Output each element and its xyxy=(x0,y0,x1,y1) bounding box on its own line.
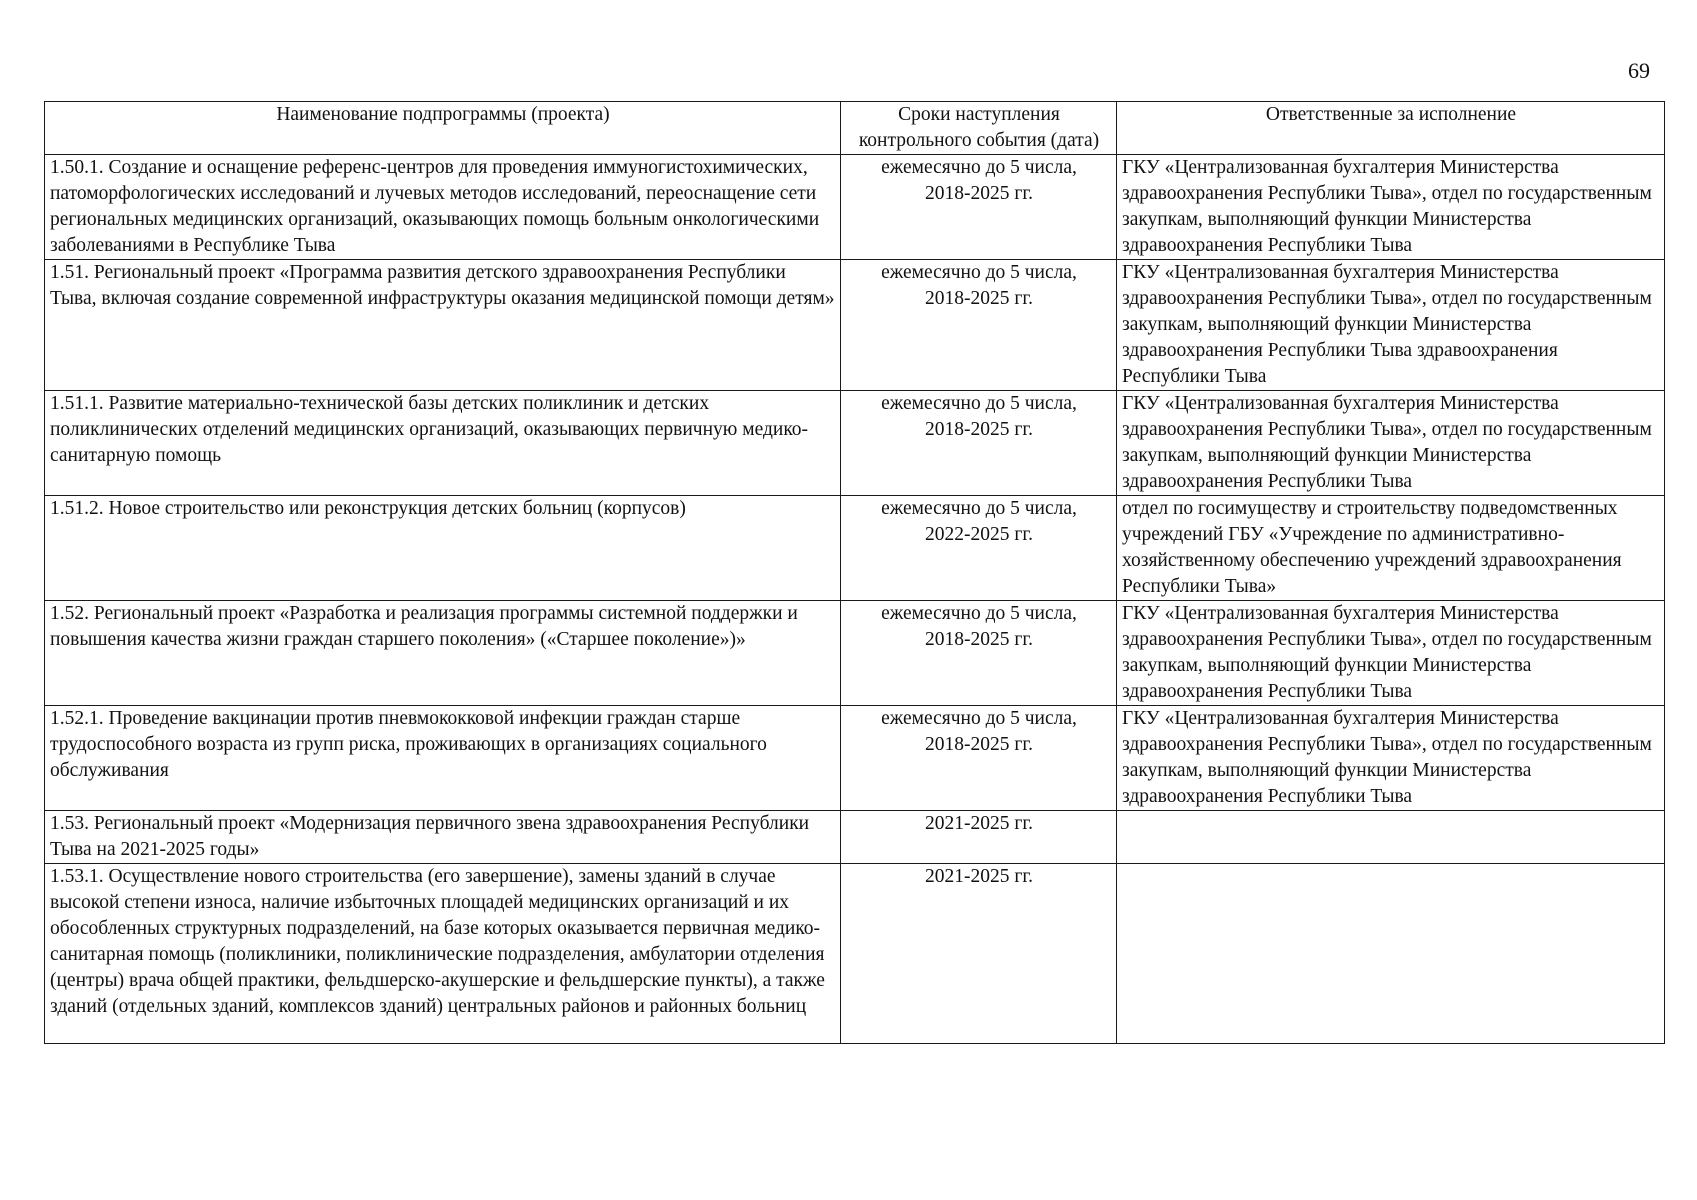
responsible-cell xyxy=(1117,811,1665,864)
program-table xyxy=(44,101,1665,1044)
program-name-cell: 1.51.2. Новое строительство или реконструкция детских больниц (корпусов) xyxy=(45,496,841,601)
table-row xyxy=(45,864,1665,1044)
table-row xyxy=(45,155,1665,260)
program-name-cell: 1.51.1. Развитие материально-технической базы детских поликлиник и детских поликлинических отделений медицинских организаций, оказывающих первичную медико-санитарную помощь xyxy=(45,391,841,496)
header-program-name: Наименование подпрограммы (проекта) xyxy=(45,102,841,155)
table-header-row xyxy=(45,102,1665,155)
deadline-cell: ежемесячно до 5 числа, 2018-2025 гг. xyxy=(841,391,1117,496)
responsible-cell: отдел по госимуществу и строительству подведомственных учреждений ГБУ «Учреждение по административно-хозяйственному обеспечению учреждений здравоохранения Республики Тыва» xyxy=(1117,496,1665,601)
deadline-cell: 2021-2025 гг. xyxy=(841,864,1117,1044)
deadline-cell: ежемесячно до 5 числа, 2018-2025 гг. xyxy=(841,706,1117,811)
header-responsible: Ответственные за исполнение xyxy=(1117,102,1665,155)
responsible-cell xyxy=(1117,864,1665,1044)
program-name-cell: 1.53. Региональный проект «Модернизация первичного звена здравоохранения Республики Тыва на 2021-2025 годы» xyxy=(45,811,841,864)
page-number: 69 xyxy=(1628,58,1650,83)
deadline-cell: ежемесячно до 5 числа, 2018-2025 гг. xyxy=(841,260,1117,391)
table-row xyxy=(45,811,1665,864)
responsible-cell: ГКУ «Централизованная бухгалтерия Министерства здравоохранения Республики Тыва», отдел по государственным закупкам, выполняющий функции Министерства здравоохранения Республики Тыва xyxy=(1117,706,1665,811)
deadline-cell: 2021-2025 гг. xyxy=(841,811,1117,864)
program-name-cell: 1.50.1. Создание и оснащение референс-центров для проведения иммуногистохимических, патоморфологических исследований и лучевых методов исследований, переоснащение сети региональных медицинских организаций, оказывающих помощь больным онкологическими заболеваниями в Республике Тыва xyxy=(45,155,841,260)
program-name-cell: 1.51. Региональный проект «Программа развития детского здравоохранения Республики Тыва, включая создание современной инфраструктуры оказания медицинской помощи детям» xyxy=(45,260,841,391)
program-name-cell: 1.52.1. Проведение вакцинации против пневмококковой инфекции граждан старше трудоспособного возраста из групп риска, проживающих в организациях социального обслуживания xyxy=(45,706,841,811)
responsible-cell: ГКУ «Централизованная бухгалтерия Министерства здравоохранения Республики Тыва», отдел по государственным закупкам, выполняющий функции Министерства здравоохранения Республики Тыва xyxy=(1117,601,1665,706)
deadline-cell: ежемесячно до 5 числа, 2018-2025 гг. xyxy=(841,155,1117,260)
header-deadline: Сроки наступления контрольного события (дата) xyxy=(841,102,1117,155)
deadline-cell: ежемесячно до 5 числа, 2018-2025 гг. xyxy=(841,601,1117,706)
table-row xyxy=(45,496,1665,601)
table-row xyxy=(45,260,1665,391)
table-row xyxy=(45,601,1665,706)
program-name-cell: 1.52. Региональный проект «Разработка и реализация программы системной поддержки и повышения качества жизни граждан старшего поколения» («Старшее поколение»)» xyxy=(45,601,841,706)
deadline-cell: ежемесячно до 5 числа, 2022-2025 гг. xyxy=(841,496,1117,601)
program-name-cell: 1.53.1. Осуществление нового строительства (его завершение), замены зданий в случае высокой степени износа, наличие избыточных площадей медицинских организаций и их обособленных структурных подразделений, на базе которых оказывается первичная медико-санитарная помощь (поликлиники, поликлинические подразделения, амбулатории отделения (центры) врача общей практики, фельдшерско-акушерские и фельдшерские пункты), а также зданий (отдельных зданий, комплексов зданий) центральных районов и районных больниц xyxy=(45,864,841,1044)
table-row xyxy=(45,706,1665,811)
responsible-cell: ГКУ «Централизованная бухгалтерия Министерства здравоохранения Республики Тыва», отдел по государственным закупкам, выполняющий функции Министерства здравоохранения Республики Тыва xyxy=(1117,391,1665,496)
table-row xyxy=(45,391,1665,496)
responsible-cell: ГКУ «Централизованная бухгалтерия Министерства здравоохранения Республики Тыва», отдел по государственным закупкам, выполняющий функции Министерства здравоохранения Республики Тыва xyxy=(1117,155,1665,260)
responsible-cell: ГКУ «Централизованная бухгалтерия Министерства здравоохранения Республики Тыва», отдел по государственным закупкам, выполняющий функции Министерства здравоохранения Республики Тыва здравоохранения Республики Тыва xyxy=(1117,260,1665,391)
